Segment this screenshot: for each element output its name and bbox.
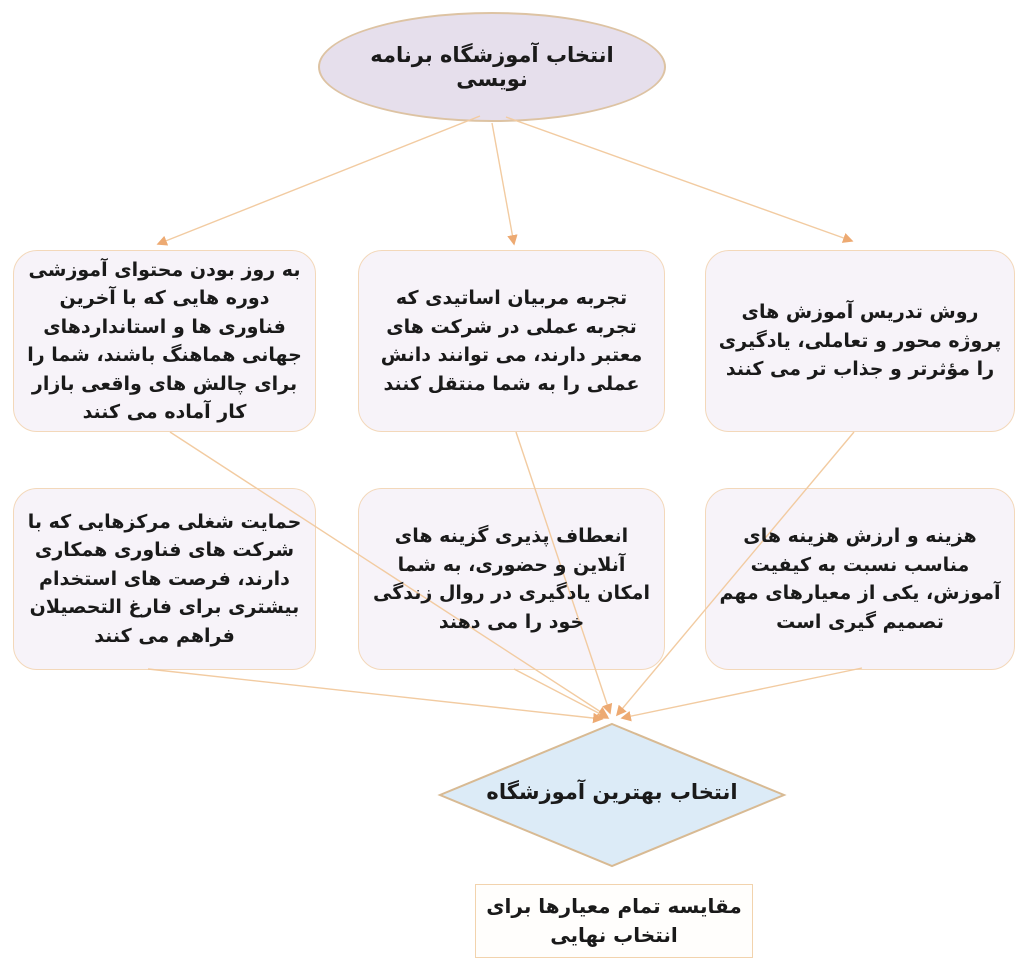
root-node-label: انتخاب آموزشگاه برنامه نویسی (370, 43, 614, 91)
criteria-label-career-support: حمایت شغلی مرکزهایی که با شرکت های فناوری همکاری دارند، فرصت های استخدام بیشتری برای فارغ التحصیلان فراهم می کنند (27, 510, 302, 647)
decision-label: انتخاب بهترین آموزشگاه (486, 780, 738, 804)
edge-root-to-updated-content (158, 116, 480, 244)
criteria-label-cost-value: هزینه و ارزش هزینه های مناسب نسبت به کیفیت آموزش، یکی از معیارهای مهم تصمیم گیری است (719, 525, 1001, 633)
edge-career-support-to-decision (148, 669, 602, 719)
caption-label: مقایسه تمام معیارها برای انتخاب نهایی (486, 894, 742, 947)
edge-root-to-instructor-experience (492, 123, 514, 244)
criteria-box-career-support (13, 488, 316, 670)
criteria-label-flexibility: انعطاف پذیری گزینه های آنلاین و حضوری، به شما امکان یادگیری در روال زندگی خود را می دهند (373, 525, 650, 633)
root-node-ellipse (318, 12, 666, 122)
criteria-label-instructor-experience: تجربه مربیان اساتیدی که تجربه عملی در شرکت های معتبر دارند، می توانند دانش عملی را به شما منتقل کنند (380, 287, 643, 395)
criteria-box-cost-value (705, 488, 1015, 670)
criteria-label-teaching-method: روش تدریس آموزش های پروژه محور و تعاملی، یادگیری را مؤثرتر و جذاب تر می کنند (718, 301, 1002, 381)
criteria-box-flexibility (358, 488, 665, 670)
criteria-label-updated-content: به روز بودن محتوای آموزشی دوره هایی که با آخرین فناوری ها و استانداردهای جهانی هماهنگ باشند، شما را برای چالش های واقعی بازار کار آماده می کنند (27, 258, 302, 423)
edge-root-to-teaching-method (506, 117, 852, 241)
edge-flexibility-to-decision (514, 669, 608, 718)
caption-box (475, 884, 753, 958)
criteria-box-updated-content (13, 250, 316, 432)
criteria-box-instructor-experience (358, 250, 665, 432)
edge-cost-value-to-decision (622, 668, 862, 718)
decision-diamond (437, 722, 787, 868)
criteria-box-teaching-method (705, 250, 1015, 432)
